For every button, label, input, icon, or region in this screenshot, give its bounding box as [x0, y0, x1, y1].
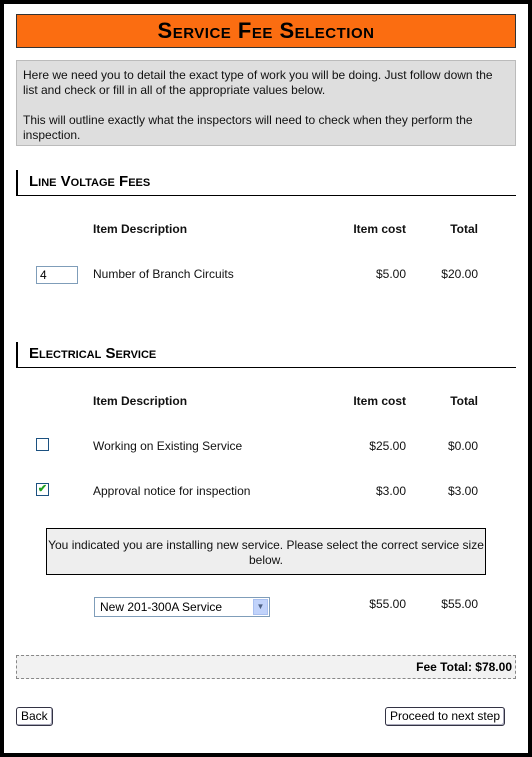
item-cost: $3.00: [375, 484, 406, 498]
item-description: Number of Branch Circuits: [93, 267, 234, 281]
column-header-description: Item Description: [93, 394, 188, 408]
page-frame: [4, 4, 528, 753]
item-total: $20.00: [441, 267, 478, 281]
column-header-cost: Item cost: [353, 394, 406, 408]
fee-total: Fee Total: $78.00: [16, 655, 516, 679]
column-header-cost: Item cost: [353, 222, 406, 236]
section-title-electrical-service: Electrical Service: [16, 342, 516, 368]
column-header-total: Total: [450, 222, 478, 236]
checkmark-icon: ✔: [37, 483, 48, 495]
item-total: $55.00: [441, 597, 478, 611]
chevron-down-icon[interactable]: ▼: [253, 599, 268, 615]
intro-box: [16, 60, 516, 146]
item-total: $0.00: [447, 439, 478, 453]
back-button[interactable]: Back: [16, 707, 53, 726]
approval-notice-checkbox[interactable]: [36, 483, 49, 496]
item-description: Approval notice for inspection: [93, 484, 251, 498]
item-total: $3.00: [447, 484, 478, 498]
intro-paragraph: Here we need you to detail the exact type of work you will be doing. Just follow down the list and check or fill in all of the appropriate values below.: [23, 68, 493, 97]
item-cost: $5.00: [375, 267, 406, 281]
section-title-line-voltage: Line Voltage Fees: [16, 170, 516, 196]
new-service-notice: You indicated you are installing new service. Please select the correct service size below.: [46, 528, 486, 575]
item-cost: $55.00: [369, 597, 406, 611]
service-size-selected-value: New 201-300A Service: [100, 600, 223, 614]
service-size-select[interactable]: [94, 597, 270, 617]
intro-paragraph: This will outline exactly what the inspectors will need to check when they perform the inspection.: [23, 113, 473, 142]
column-header-total: Total: [450, 394, 478, 408]
item-description: Working on Existing Service: [93, 439, 243, 453]
item-cost: $25.00: [369, 439, 406, 453]
proceed-button[interactable]: Proceed to next step: [385, 707, 505, 726]
branch-circuits-quantity-input[interactable]: [36, 266, 78, 284]
existing-service-checkbox[interactable]: [36, 438, 49, 451]
page-title: Service Fee Selection: [16, 14, 516, 48]
column-header-description: Item Description: [93, 222, 188, 236]
